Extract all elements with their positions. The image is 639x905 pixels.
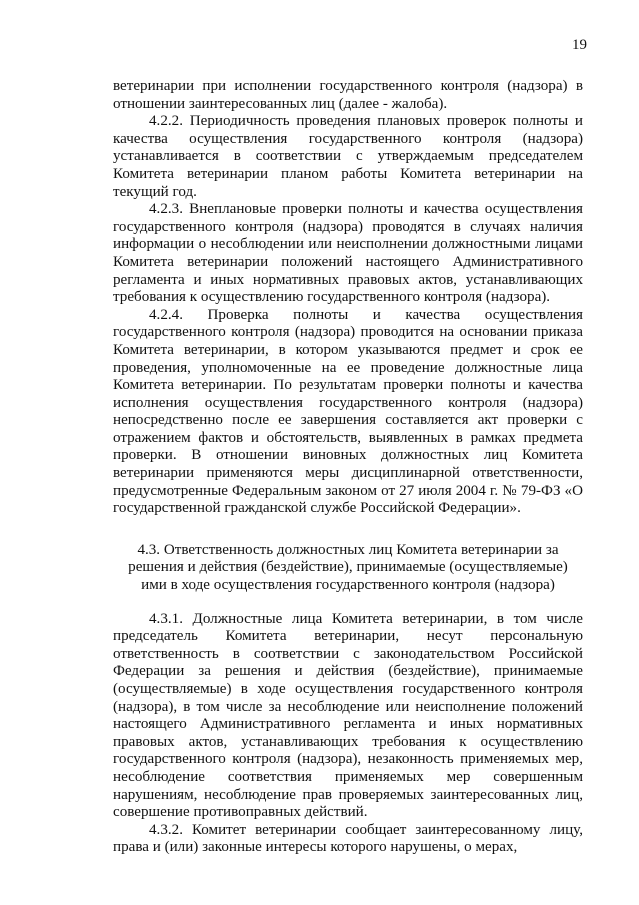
paragraph-continuation: ветеринарии при исполнении государственного контроля (надзора) в отношении заинтересованных лиц (далее - жалоба). xyxy=(113,78,583,112)
paragraph-4-3-1: 4.3.1. Должностные лица Комитета ветеринарии, в том числе председатель Комитета ветеринарии, несут персональную ответственность в соответствии с законодательством Российской Федерации за решения и действия (бездействие), принимаемые (осуществляемые) в ходе осуществления государственного контроля (надзора), в том числе за несоблюдение или неисполнение положений настоящего Административного регламента и иных нормативных правовых актов, устанавливающих требования к осуществлению государственного контроля (надзора), незаконность применяемых мер, несоблюдение соответствия применяемых мер совершенным нарушениям, несоблюдение прав проверяемых заинтересованных лиц, совершение противоправных действий. xyxy=(113,610,583,821)
page-number: 19 xyxy=(572,37,587,53)
paragraph-4-3-2: 4.3.2. Комитет ветеринарии сообщает заинтересованному лицу, права и (или) законные интересы которого нарушены, о мерах, xyxy=(113,821,583,856)
document-body xyxy=(113,78,583,857)
section-heading-4-3: 4.3. Ответственность должностных лиц Комитета ветеринарии за решения и действия (бездействие), принимаемые (осуществляемые) ими в ходе осуществления государственного контроля (надзора) xyxy=(128,541,568,594)
paragraph-4-2-2: 4.2.2. Периодичность проведения плановых проверок полноты и качества осуществления государственного контроля (надзора) устанавливается в соответствии с утверждаемым председателем Комитета ветеринарии планом работы Комитета ветеринарии на текущий год. xyxy=(113,113,583,200)
paragraph-4-2-4: 4.2.4. Проверка полноты и качества осуществления государственного контроля (надзора) проводится на основании приказа Комитета ветеринарии, в котором указываются предмет и срок ее проведения, уполномоченные на ее проведение должностные лица Комитета ветеринарии. По результатам проверки полноты и качества исполнения осуществления государственного контроля (надзора) непосредственно после ее завершения составляется акт проверки с отражением фактов и обстоятельств, выявленных в рамках предмета проверки. В отношении виновных должностных лиц Комитета ветеринарии применяются меры дисциплинарной ответственности, предусмотренные Федеральным законом от 27 июля 2004 г. № 79-ФЗ «О государственной гражданской службе Российской Федерации». xyxy=(113,306,583,517)
paragraph-4-2-3: 4.2.3. Внеплановые проверки полноты и качества осуществления государственного контроля (надзора) проводятся в случаях наличия информации о несоблюдении или неисполнении должностными лицами Комитета ветеринарии положений настоящего Административного регламента и иных нормативных правовых актов, устанавливающих требования к осуществлению государственного контроля (надзора). xyxy=(113,201,583,306)
